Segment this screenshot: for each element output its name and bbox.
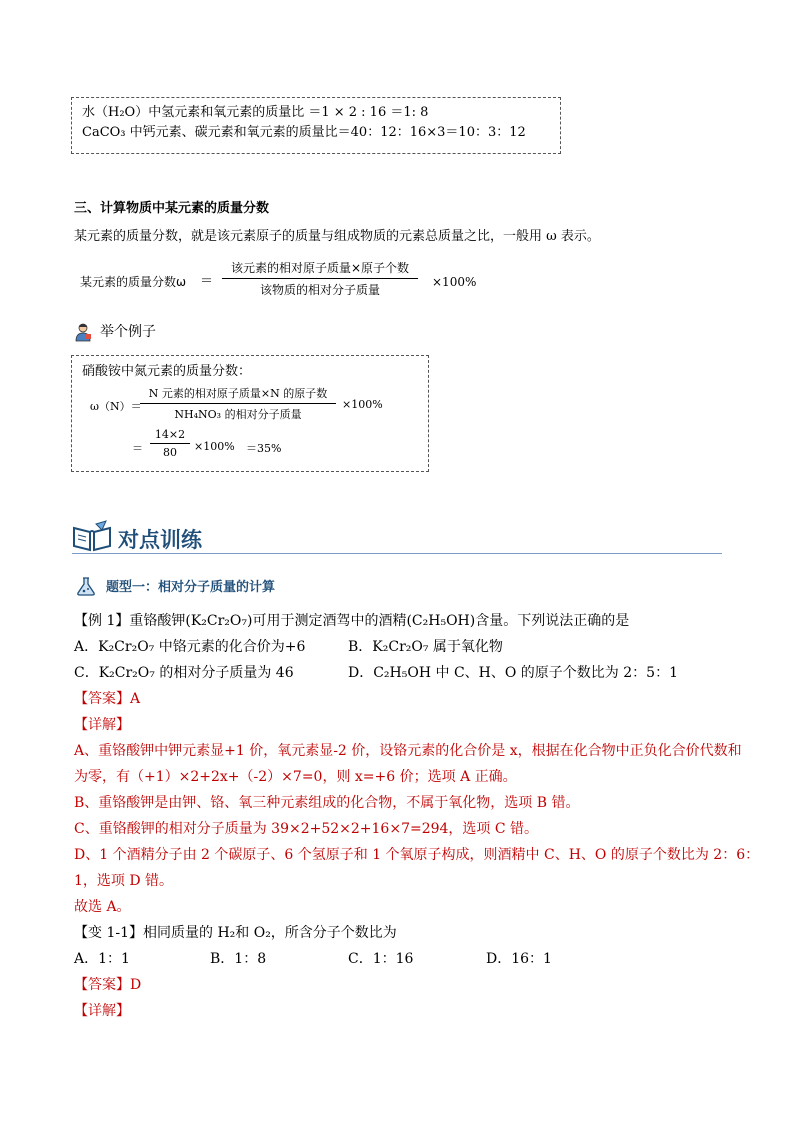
section-heading: 三、计算物质中某元素的质量分数: [74, 201, 270, 216]
explanation-c: C、重铬酸钾的相对分子质量为 39×2+52×2+16×7=294，选项 C 错。: [74, 821, 539, 837]
explanation-d-line-1: D、1 个酒精分子由 2 个碳原子、6 个氢原子和 1 个氧原子构成，则酒精中 C、H、O 的原子个数比为 2：6：: [74, 847, 760, 863]
question-2-answer: 【答案】D: [74, 977, 142, 993]
question-2-detail-label: 【详解】: [74, 1003, 130, 1019]
example-equals-2: ＝: [132, 442, 143, 455]
formula-lhs: 某元素的质量分数ω: [80, 275, 187, 289]
book-icon: [72, 520, 112, 552]
question-1-answer: 【答案】A: [74, 691, 141, 707]
formula-numerator: 该元素的相对原子质量×原子个数: [230, 261, 410, 275]
example-fraction-2: [150, 428, 190, 459]
formula-equals: ＝: [200, 274, 214, 289]
example-result: ＝35%: [246, 442, 282, 455]
question-2-option-c: C．1：16: [348, 951, 414, 967]
example-fraction-1: [140, 385, 336, 422]
example-denominator: NH₄NO₃ 的相对分子质量: [174, 408, 302, 421]
question-1-option-d: D．C₂H₅OH 中 C、H、O 的原子个数比为 2：5：1: [348, 665, 678, 681]
explanation-b: B、重铬酸钾是由钾、铬、氧三种元素组成的化合物，不属于氧化物，选项 B 错。: [74, 795, 580, 811]
example-multiplier-2: ×100%: [194, 440, 235, 453]
teacher-icon: [73, 322, 93, 342]
question-2-stem: 【变 1-1】相同质量的 H₂和 O₂，所含分子个数比为: [74, 925, 397, 941]
formula-fraction: [222, 259, 418, 298]
explanation-a-line-1: A、重铬酸钾中钾元素显+1 价，氧元素显-2 价，设铬元素的化合价是 x，根据在化合物中正负化合价代数和: [74, 743, 742, 759]
fraction-bar: [150, 443, 190, 444]
question-2-option-d: D．16：1: [486, 951, 552, 967]
fraction-bar: [222, 278, 418, 279]
example-multiplier: ×100%: [342, 398, 383, 411]
type-title: 题型一：相对分子质量的计算: [106, 580, 276, 595]
training-rule: [72, 553, 722, 554]
question-2-option-a: A．1：1: [74, 951, 130, 967]
section-intro: 某元素的质量分数，就是该元素原子的质量与组成物质的元素总质量之比，一般用 ω 表示。: [74, 229, 600, 244]
mass-ratio-line-1: 水（H₂O）中氢元素和氧元素的质量比 ＝1 × 2 : 16 ＝1: 8: [82, 105, 429, 120]
explanation-conclusion: 故选 A。: [74, 899, 131, 915]
question-1-stem: 【例 1】重铬酸钾(K₂Cr₂O₇)可用于测定酒驾中的酒精(C₂H₅OH)含量。下列说法正确的是: [74, 613, 630, 629]
fraction-bar: [140, 403, 336, 404]
question-1-option-b: B．K₂Cr₂O₇ 属于氧化物: [348, 639, 503, 655]
flask-icon: [74, 576, 98, 596]
question-1-option-a: A．K₂Cr₂O₇ 中铬元素的化合价为+6: [74, 639, 306, 655]
formula-denominator: 该物质的相对分子质量: [259, 283, 380, 297]
explanation-a-line-2: 为零，有（+1）×2+2x+（-2）×7=0，则 x=+6 价；选项 A 正确。: [74, 769, 517, 785]
training-title: 对点训练: [118, 528, 202, 552]
explanation-d-line-2: 1，选项 D 错。: [74, 873, 174, 889]
formula-multiplier: ×100%: [432, 275, 477, 289]
example-title: 硝酸铵中氮元素的质量分数：: [82, 364, 252, 379]
example-denominator-2: 80: [163, 446, 177, 459]
example-numerator-2: 14×2: [154, 428, 186, 441]
mass-ratio-line-2: CaCO₃ 中钙元素、碳元素和氧元素的质量比＝40：12：16×3＝10：3：12: [82, 125, 526, 140]
question-2-option-b: B．1：8: [210, 951, 267, 967]
example-label: 举个例子: [100, 324, 156, 340]
question-1-option-c: C．K₂Cr₂O₇ 的相对分子质量为 46: [74, 665, 294, 681]
example-numerator: N 元素的相对原子质量×N 的原子数: [148, 387, 328, 400]
question-1-detail-label: 【详解】: [74, 717, 130, 733]
example-lhs: ω（N）＝: [90, 400, 142, 413]
